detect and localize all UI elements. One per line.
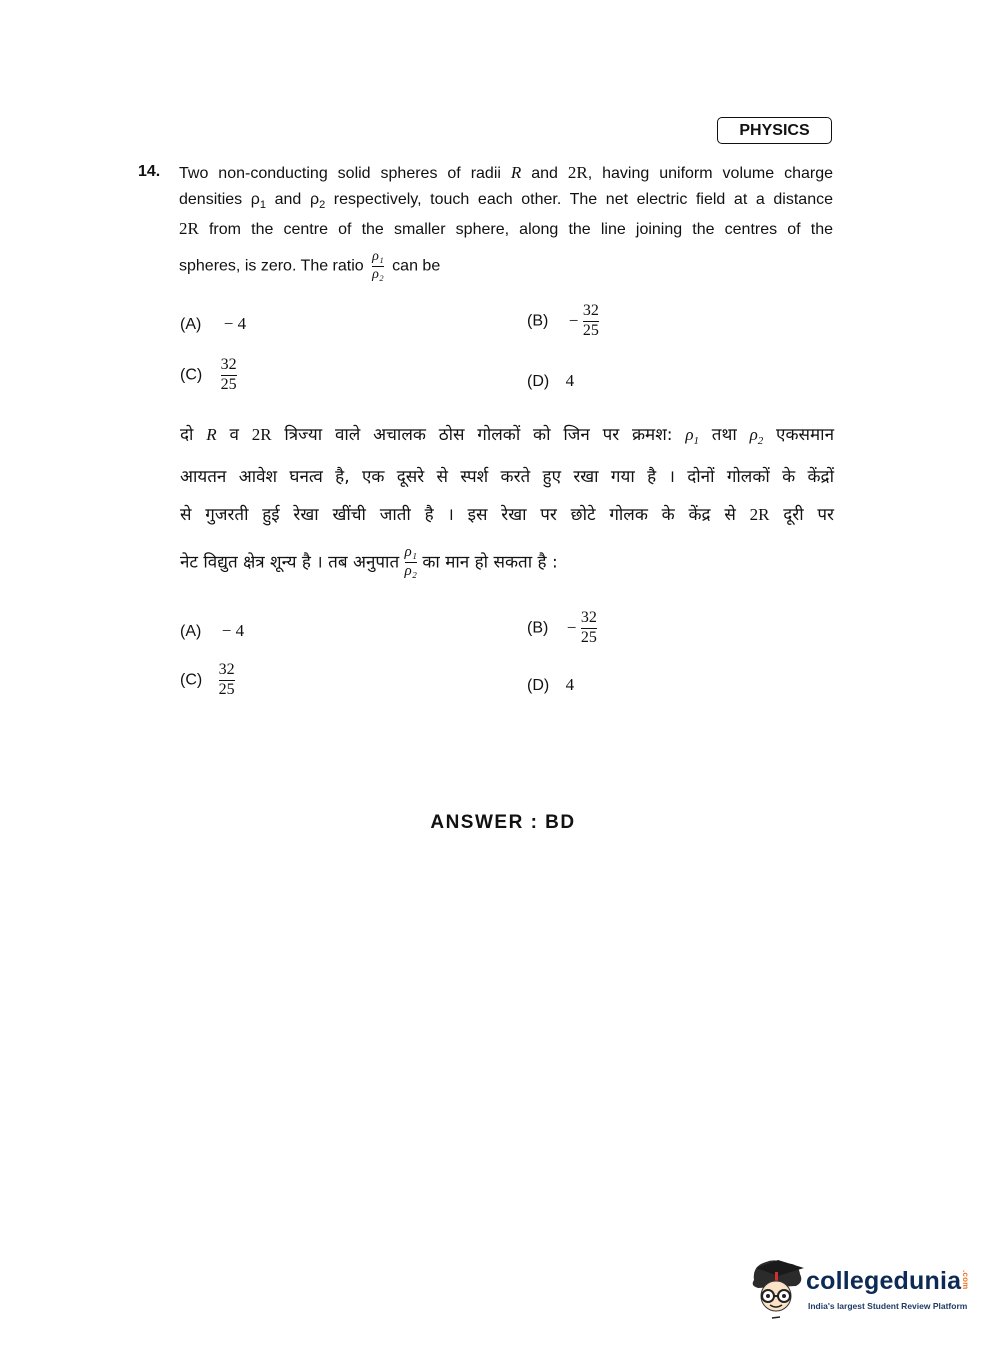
radius-r: R [510,163,522,182]
option-sign: − [568,311,579,331]
text: एकसमान [763,425,835,445]
text: and [266,191,310,208]
option-value: 4 [565,675,575,694]
option-value: 4 [565,371,575,390]
brand-name: collegedunia.com [806,1267,971,1295]
option-fraction: $\frac{32}{25}$ [220,356,237,393]
text: व [216,425,252,445]
option-fraction: $\frac{32}{25}$ [580,609,597,646]
option-label: (C) [180,671,203,689]
radius-2r: 2R [251,425,272,444]
option-label: (A) [180,623,202,640]
question-en-line-3 [179,219,833,240]
option-label: (A) [180,316,202,333]
text: densities [179,191,251,208]
answer-text: ANSWER : BD [430,812,576,833]
ratio-fraction: $\frac{\text{ρ₁}}{\text{ρ₂}}$ [372,249,384,282]
brand-dotcom: .com [961,1269,971,1289]
subject-label: PHYSICS [717,117,832,144]
text: and [521,165,568,182]
option-en-a [180,314,246,334]
question-hi-line-3 [180,503,834,527]
option-label: (D) [527,677,550,694]
text: नेट विद्युत क्षेत्र शून्य है । तब अनुपात [180,552,405,573]
text: दूरी पर [769,505,834,525]
option-en-b [527,303,599,340]
radius-r: R [206,425,217,444]
question-hi-line-2: आयतन आवेश घनत्व है, एक दूसरे से स्पर्श करते हुए रखा गया है । दोनों गोलकों के केंद्रों [180,467,834,487]
option-en-c [180,357,237,394]
text: दो [180,425,207,445]
option-hi-d [527,675,574,695]
option-fraction: $\frac{32}{25}$ [218,661,235,698]
option-hi-b [527,610,597,647]
radius-2r: 2R [567,163,588,182]
brand-tagline: India's largest Student Review Platform [808,1301,968,1311]
question-en-line-1 [179,163,833,184]
distance-2r: 2R [179,219,199,238]
option-sign: − [566,618,577,638]
text: त्रिज्या वाले अचालक ठोस गोलकों को जिन पर क्रमश: [271,425,686,445]
option-value: − 4 [221,621,245,640]
question-hi-line-4 [180,545,558,580]
text: , having uniform volume charge [587,165,833,182]
mascot-icon [748,1258,806,1325]
option-value: − 4 [223,314,247,333]
question-hi-line-1 [180,423,834,453]
rho-1: $\rho_1$ [685,425,699,447]
question-number: 14. [138,163,161,180]
option-label: (C) [180,366,203,384]
text: can be [392,257,441,275]
option-hi-a [180,621,244,641]
question-en-line-2 [179,190,833,215]
text: तथा [699,425,750,445]
text: से गुजरती हुई रेखा खींची जाती है । इस रेखा पर छोटे गोलक के केंद्र से [180,505,750,525]
text: का मान हो सकता है : [422,552,558,573]
option-label: (B) [527,619,549,637]
question-en-line-4 [179,250,440,282]
rho-1: $\rho_1$ [250,191,267,211]
text: Two non-conducting solid spheres of radii [179,165,511,182]
rho-2: $\rho_2$ [749,425,764,447]
distance-2r: 2R [749,505,770,524]
option-fraction: $\frac{32}{25}$ [582,302,599,339]
ratio-fraction: $\frac{\text{ρ₁}}{\text{ρ₂}}$ [404,544,417,579]
option-label: (B) [527,312,549,330]
text: respectively, touch each other. The net electric field at a distance [325,191,834,208]
option-label: (D) [527,373,550,390]
text: from the centre of the smaller sphere, along the line joining the centres of the [198,221,833,238]
option-hi-c [180,662,235,699]
text: spheres, is zero. The ratio [179,257,369,275]
option-en-d [527,371,574,391]
rho-2: $\rho_2$ [309,191,326,211]
